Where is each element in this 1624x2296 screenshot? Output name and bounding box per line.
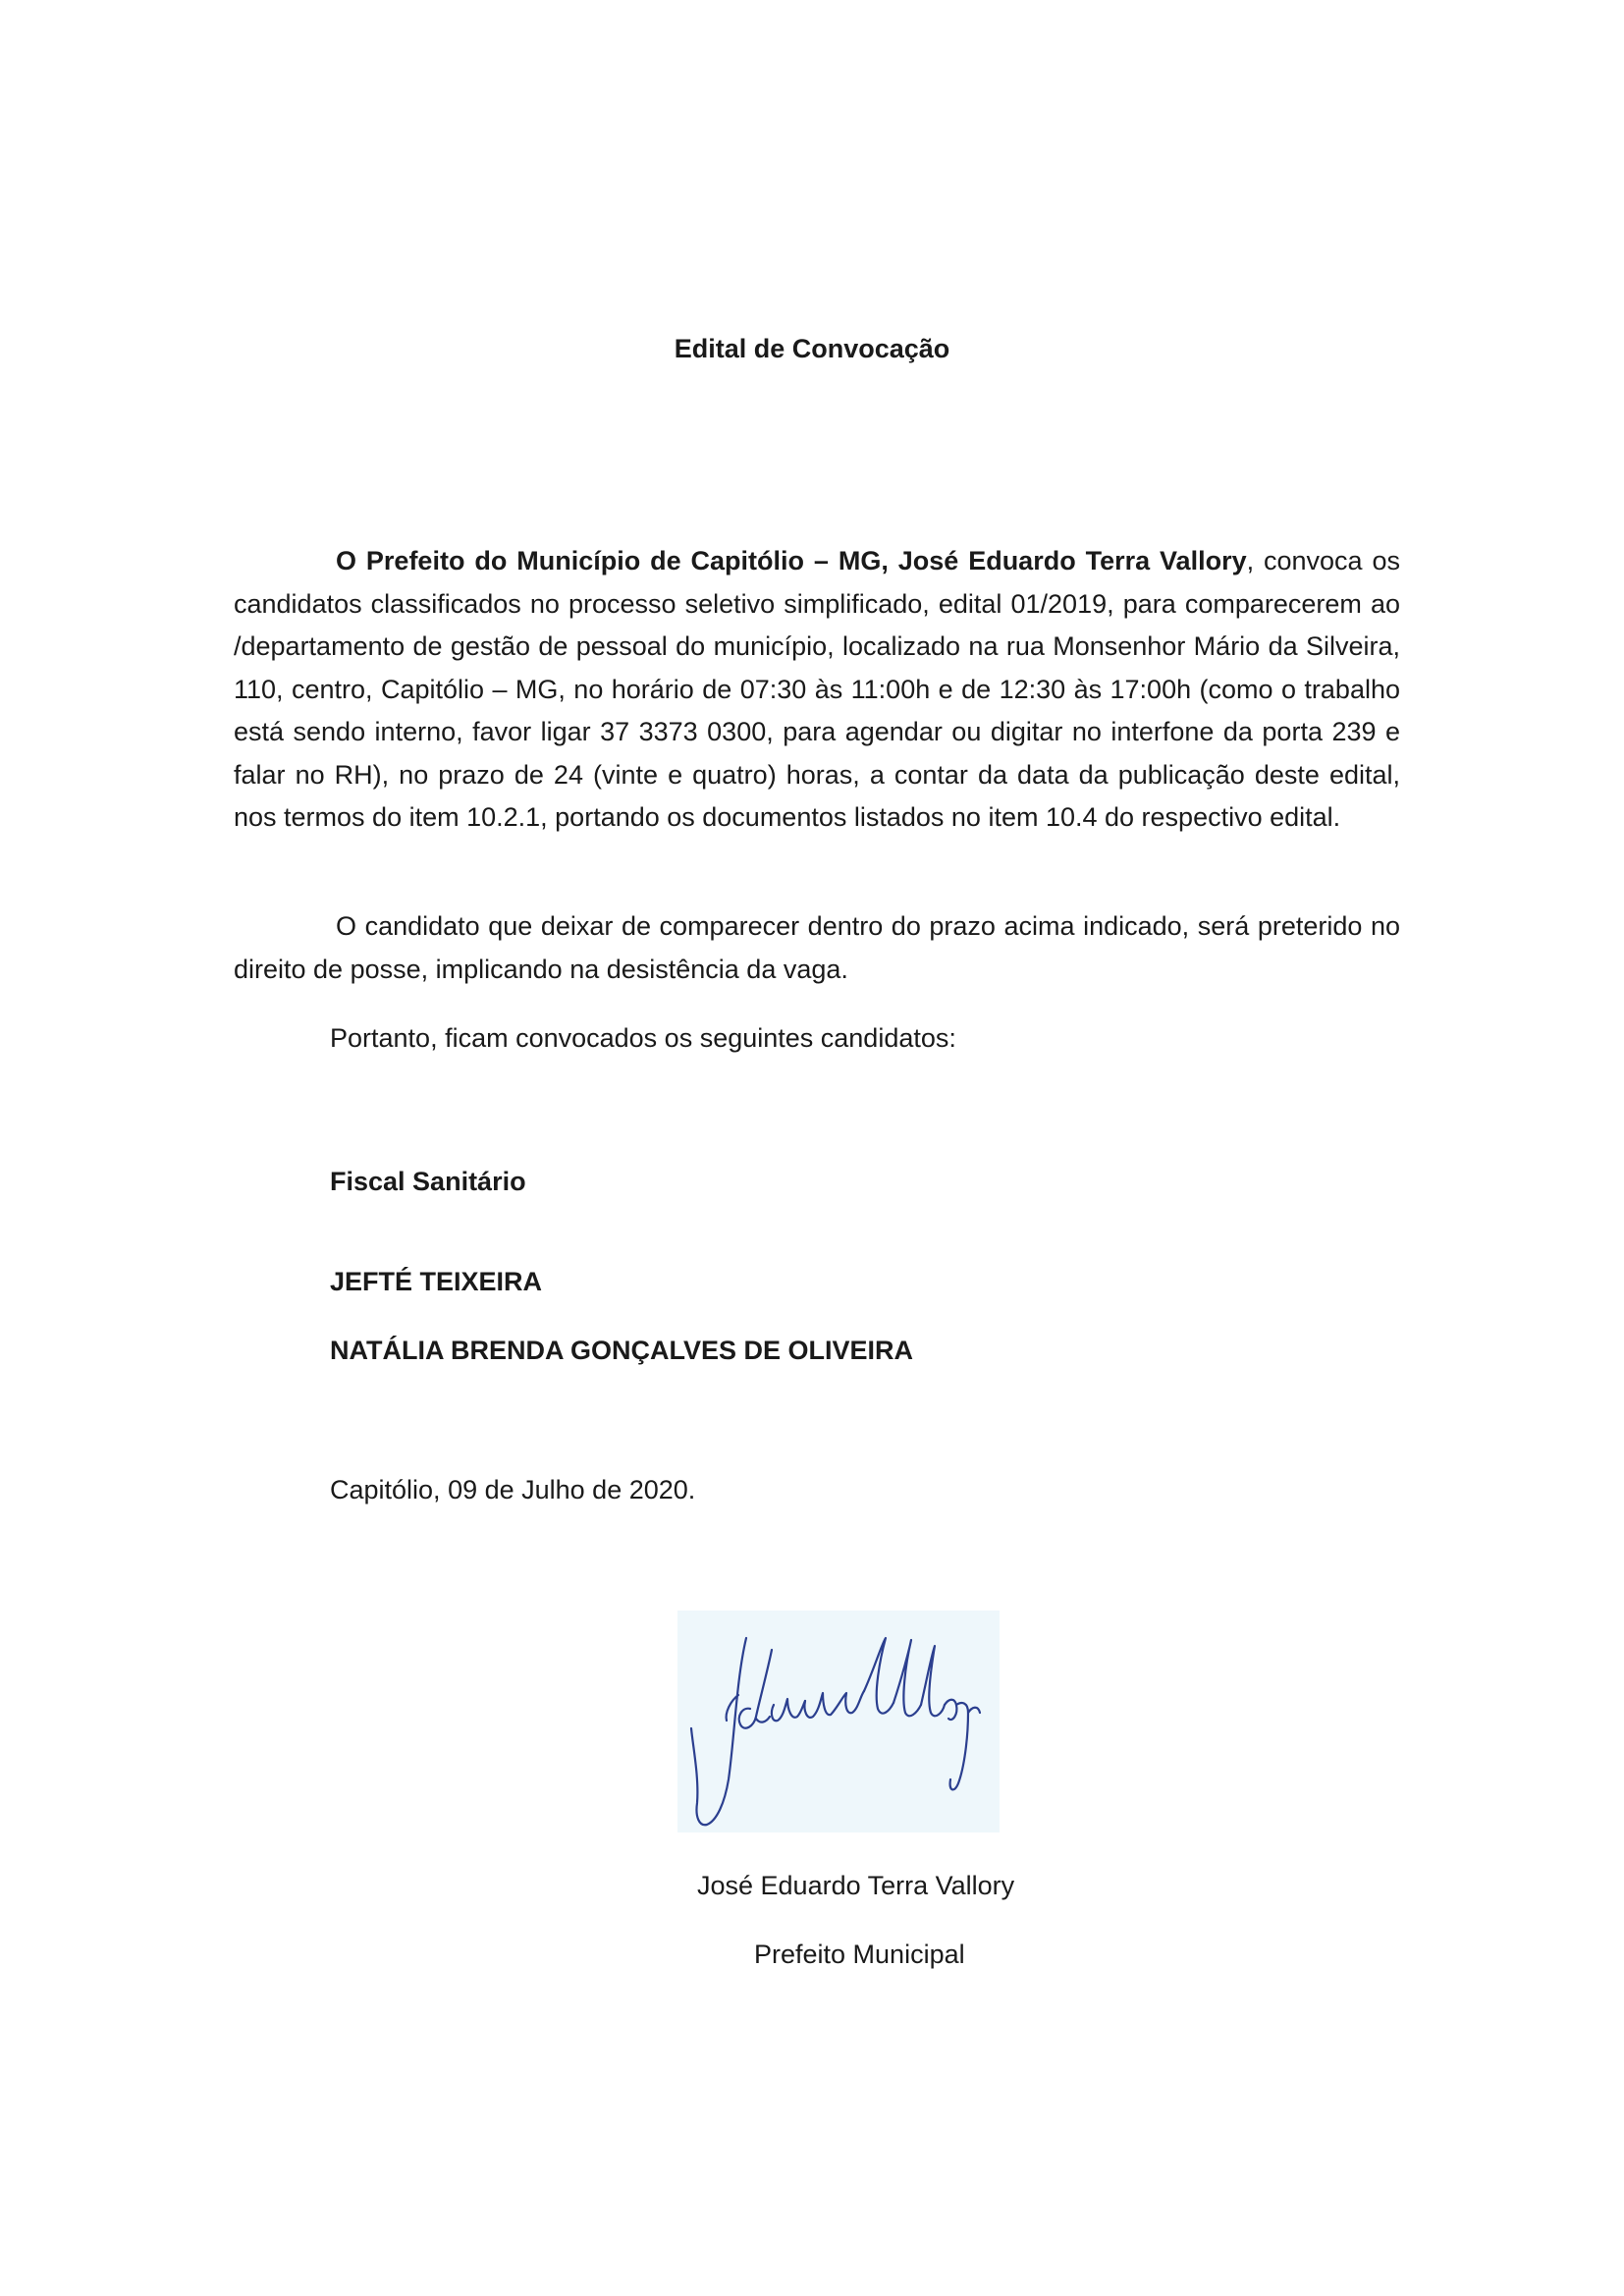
document-title: Edital de Convocação — [674, 334, 950, 363]
paragraph-candidates-intro: Portanto, ficam convocados os seguintes candidatos: — [330, 1023, 956, 1053]
date-line: Capitólio, 09 de Julho de 2020. — [330, 1475, 696, 1504]
handwritten-signature — [677, 1611, 1000, 1832]
paragraph-lead-bold: O Prefeito do Município de Capitólio – MG, José Eduardo Terra Vallory — [336, 546, 1247, 575]
signature-drawing — [677, 1611, 1000, 1832]
candidate-name: NATÁLIA BRENDA GONÇALVES DE OLIVEIRA — [330, 1336, 914, 1365]
paragraph-absence-notice: O candidato que deixar de comparecer dentro do prazo acima indicado, será preterido no direito de posse, implicando na desistência da vaga. — [234, 911, 1400, 984]
role-heading: Fiscal Sanitário — [330, 1167, 526, 1196]
paragraph-rest: , convoca os candidatos classificados no processo seletivo simplificado, edital 01/2019, para comparecerem ao /departamento de gestão de pessoal do município, localizado na rua Monsenhor Mário da Silveira, 110, centro, Capitólio – MG, no horário de 07:30 às 11:00h e de 12:30 às 17:00h (como o trabalho está sendo interno, favor ligar 37 3373 0300, para agendar ou digitar no interfone da porta 239 e falar no RH), no prazo de 24 (vinte e quatro) horas, a contar da data da publicação deste edital, nos termos do item 10.2.1, portando os documentos listados no item 10.4 do respectivo edital. — [234, 546, 1400, 832]
signer-role: Prefeito Municipal — [754, 1940, 965, 1969]
candidate-name: JEFTÉ TEIXEIRA — [330, 1267, 543, 1296]
signer-name: José Eduardo Terra Vallory — [697, 1871, 1015, 1900]
paragraph-convocation — [234, 540, 1400, 840]
